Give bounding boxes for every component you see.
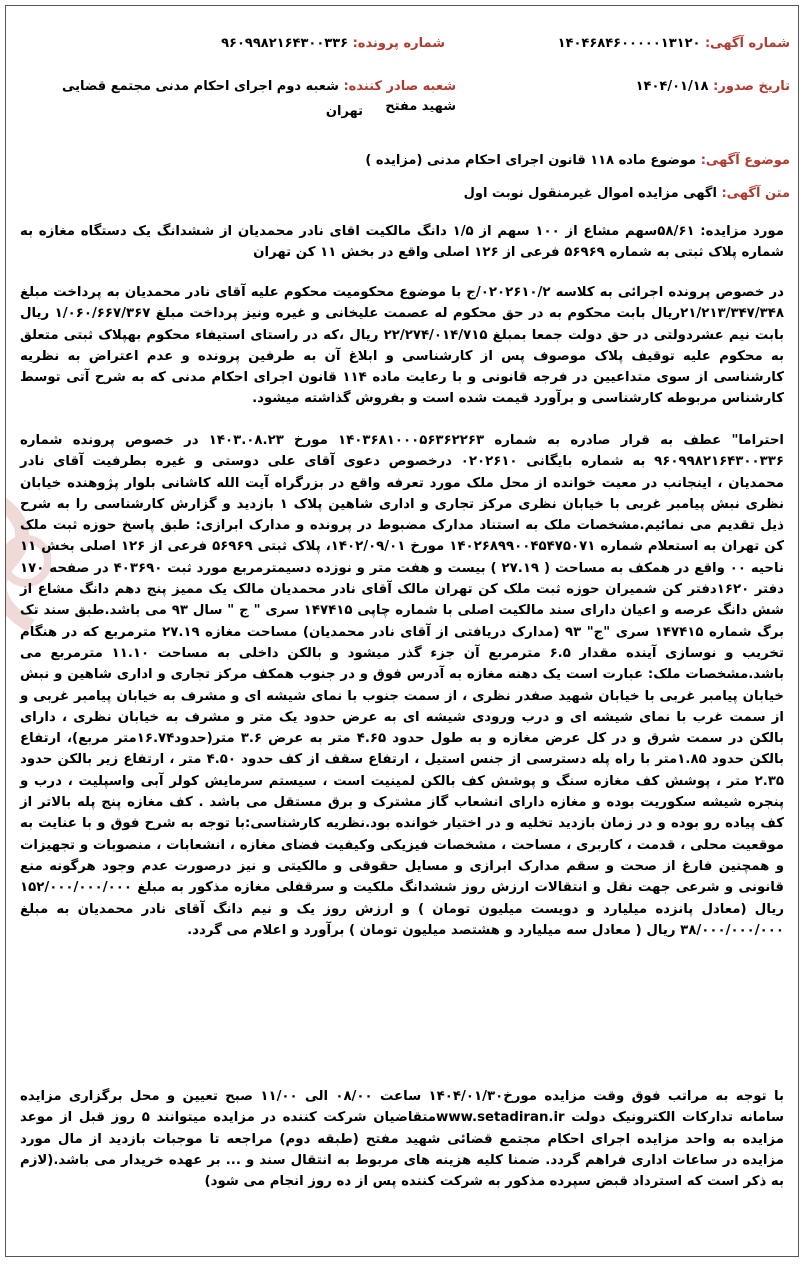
text-title-value: اگهی مزایده اموال غیرمنقول نوبت اول <box>463 186 717 201</box>
issue-date-label: تاریخ صدور: <box>713 79 790 94</box>
paragraph-case-summary: در خصوص پرونده اجرائی به کلاسه ۰۲۰۲۶۱۰/۲/ج با موضوع محکومیت محکوم علیه آقای نادر محمدیان به پرداخت مبلغ ۲۱/۲۱۳/۳۴۷/۳۴۸ریال بابت محکوم به در حق محکوم له عصمت علیخانی و غیره ونیز پرداخت مبلغ ۱/۰۶۰/۶۶۷/۳۶۷ ریال بابت نیم عشردولتی در حق دولت جمعا بمبلغ ۲۲/۲۷۴/۰۱۴/۷۱۵ ریال ،که در راستای استیفاء محکوم بهپلاک ثبتی متعلق به محکوم علیه توقیف پلاک موصوف پس از کارشناسی و ابلاغ آن به طرفین پرونده و عدم اعتراض به نظریه کارشناسی از سوی متداعیین در فرجه قانونی و با رعایت ماده ۱۱۴ قانون اجرای احکام مدنی که به شرح آتی توسط کارشناس مربوطه کارشناسی و برآورد قیمت شده است و بفروش گذاشته میشود. <box>20 285 784 407</box>
subject-label: موضوع آگهی: <box>700 153 790 168</box>
case-number-value: ۹۶۰۹۹۸۲۱۶۴۳۰۰۳۳۶ <box>221 36 349 51</box>
issuer-line1: شعبه دوم اجرای احکام مدنی مجتمع قضایی شهید مفتح <box>61 79 456 114</box>
ad-number-label: شماره آگهی: <box>704 36 790 51</box>
paragraph-auction-schedule: با توجه به مراتب فوق وقت مزایده مورخ۱۴۰۴/۰۱/۳۰ ساعت ۰۸/۰۰ الی ۱۱/۰۰ صبح تعیین و محل برگزاری مزایده سامانه تدارکات الکترونیک دولت www.setadiran.irمتقاضیان شرکت کننده در مزایده میتوانند ۵ روز قبل از موعد مزایده به واحد مزایده اجرای احکام مجتمع قضائی شهید مفتح (طبقه دوم) مراجعه تا موجبات بازدید از مال مورد مزایده در ساعات اداری فراهم گردد. ضمنا کلیه هزینه های مربوط به انتقال سند و ... بر عهده خریدار می باشد.(لازم به ذکر است که استرداد قبض سپرده مذکور به شرکت کننده پس از ده روز انجام می شود) <box>20 1089 784 1190</box>
issuer <box>36 77 456 117</box>
paragraph-expert-report: احتراما" عطف به قرار صادره به شماره ۱۴۰۳۶۸۱۰۰۰۵۶۳۶۲۲۶۳ مورخ ۱۴۰۳.۰۸.۲۳ در خصوص پرونده شماره ۹۶۰۹۹۸۲۱۶۴۳۰۰۳۳۶ به شماره بایگانی ۰۲۰۲۶۱۰ درخصوص دعوی آقای علی دوستی و غیره بطرفیت آقای نادر محمدیان ، اینجانب در معیت خوانده از محل ملک مورد تعرفه واقع در بزرگراه آیت الله کاشانی بلوار پژوهنده خیابان نظری نبش پیامبر غربی با خیابان نظری مرکز تجاری و اداری شاهین پلاک ۱ بازدید و گزارش کارشناسی را به شرح ذیل تقدیم می نمائیم.مشخصات ملک به استناد مدارک مضبوط در پرونده و مدارک ابرازی: طبق پاسخ حوزه ثبت ملک کن تهران به استعلام شماره ۱۴۰۲۶۸۹۹۰۰۴۵۴۷۵۰۷۱ مورخ ۱۴۰۲/۰۹/۰۱، پلاک ثبتی ۵۶۹۶۹ فرعی از ۱۲۶ اصلی بخش ۱۱ ناحیه ۰۰ واقع در همکف به مساحت ( ۲۷.۱۹ ) بیست و هفت متر و نوزده دسیمترمربع مورد ثبت ۴۰۳۶۹۰ در صفحه ۱۷۰ دفتر ۱۶۲۰دفتر کن شمیران حوزه ثبت ملک کن تهران مالک آقای نادر محمدیان مالک یک ممیز پنج دهم دانگ مشاع از شش دانگ عرصه و اعیان دارای سند مالکیت اصلی با شماره چاپی ۱۴۷۴۱۵ سری " ج " سال ۹۳ می باشد.طبق سند تک برگ شماره ۱۴۷۴۱۵ سری "ج" ۹۳ (مدارک دریافتی از آقای نادر محمدیان) مساحت مغازه ۲۷.۱۹ مترمربع که در هنگام تخریب و نوسازی آینده مقدار ۶.۵ مترمربع آن جزء گذر میشود و بالکن داخلی به مساحت ۱۱.۱۰ مترمربع می باشد.مشخصات ملک: عبارت است یک دهنه مغازه به آدرس فوق و در جنوب همکف مرکز تجاری و اداری شاهین و نبش خیابان پیامبر غربی با خیابان شهید صفدر نظری ، از سمت جنوب با نمای شیشه ای و مشرف به خیابان پیامبر غربی و از سمت غرب با نمای شیشه ای و درب ورودی شیشه ای به عرض حدود یک متر و مشرف به خیابان نظری ، دارای بالکن در سمت شرق و در کل عرض مغازه و به طول حدود ۴.۶۵ متر به عرض ۳.۶ متر(حدود۱۶.۷۴متر مربع)، ارتفاع بالکن حدود ۱.۸۵متر با راه پله دسترسی از جنس استیل ، ارتفاع سقف از کف حدود ۴.۵۰ متر ، ارتفاع زیر بالکن حدود ۲.۳۵ متر ، پوشش کف مغازه سنگ و پوشش کف بالکن لمینیت است ، سیستم سرمایش کولر آبی واسپلیت ، درب و پنجره شیشه سکوریت بوده و مغازه دارای انشعاب گاز مشترک و برق مستقل می باشد . کف مغازه پنج پله بالاتر از کف پیاده رو بوده و در زمان بازدید تخلیه و در اختیار خوانده بود.نظریه کارشناسی:با توجه به شرح فوق و با عنایت به موقعیت محلی ، قدمت ، کاربری ، مساحت ، مشخصات فیزیکی وکیفیت فضای مغازه ، انشعابات ، منصوبات و تجهیزات و همچنین فارغ از صحت و سقم مدارک ابرازی و مسایل حقوقی و مالکیتی و نیز درصورت عدم وجود هرگونه منع قانونی و شرعی جهت نقل و انتقالات ارزش روز ششدانگ ملکیت و سرقفلی مغازه مذکور به مبلغ ۱۵۲/۰۰۰/۰۰۰/۰۰۰ ریال (معادل پانزده میلیارد و دویست میلیون تومان ) و ارزش روز یک و نیم دانگ آقای نادر محمدیان به مبلغ ۳۸/۰۰۰/۰۰۰/۰۰۰ ریال ( معادل سه میلیارد و هشتصد میلیون تومان ) برآورد و اعلام می گردد. <box>20 433 785 938</box>
ad-text-title <box>464 184 790 204</box>
case-number <box>221 34 445 54</box>
paragraph-auction-item: مورد مزایده: ۵۸/۶۱سهم مشاع از ۱۰۰ سهم از ۱/۵ دانگ مالکیت اقای نادر محمدیان از ششدانگ یک دستگاه مغازه به شماره پلاک ثبتی به شماره ۵۶۹۶۹ فرعی از ۱۲۶ اصلی واقع در بخش ۱۱ کن تهران <box>20 224 784 261</box>
ad-number-value: ۱۴۰۴۶۸۴۶۰۰۰۰۰۱۳۱۲۰ <box>557 36 701 51</box>
issuer-label: شعبه صادر کننده: <box>343 79 456 94</box>
subject-value: موضوع ماده ۱۱۸ قانون اجرای احکام مدنی (مزایده ) <box>365 153 697 168</box>
ad-number <box>558 34 790 54</box>
text-label: متن آگهی: <box>721 186 790 201</box>
issue-date <box>636 77 790 97</box>
case-number-label: شماره پرونده: <box>352 36 445 51</box>
document-page <box>5 5 799 1257</box>
issuer-line2: تهران <box>325 104 363 119</box>
issue-date-value: ۱۴۰۴/۰۱/۱۸ <box>635 79 709 94</box>
subject <box>365 151 790 171</box>
